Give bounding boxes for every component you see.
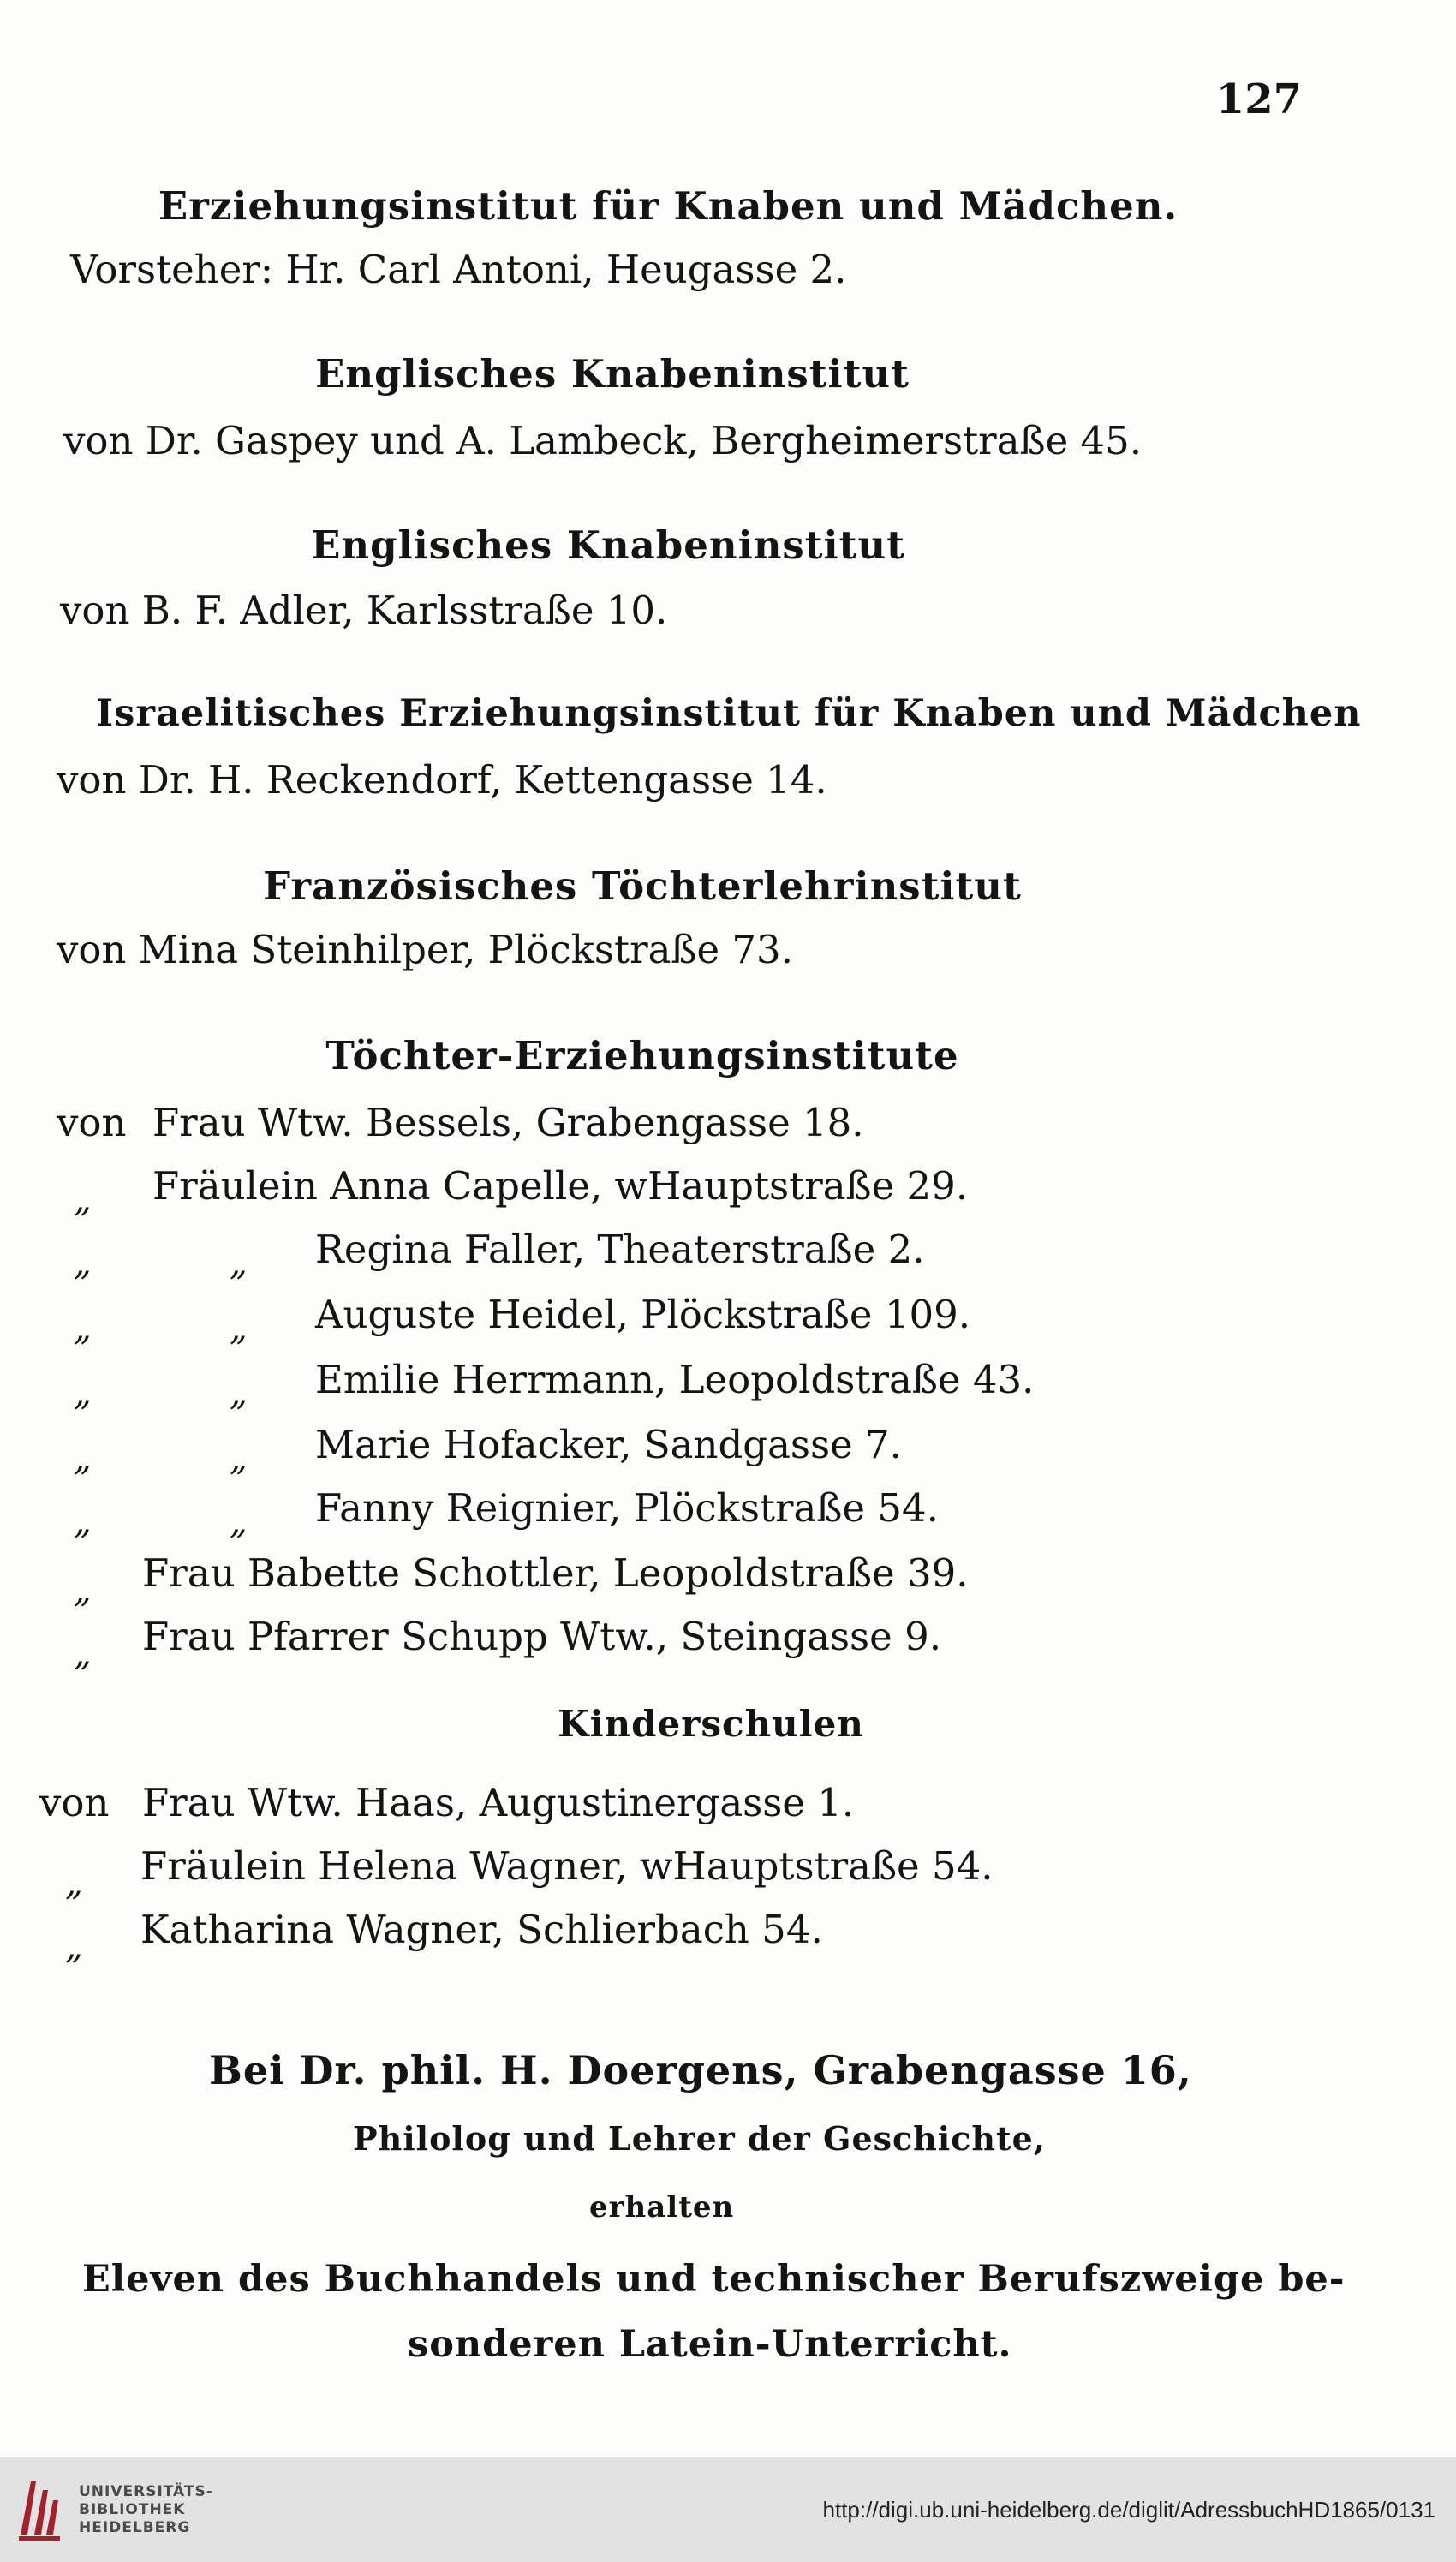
library-logo-text: [79, 2483, 213, 2537]
list-item: Regina Faller, Theaterstraße 2.: [315, 1227, 925, 1272]
section-heading: Englisches Knabeninstitut: [311, 523, 905, 568]
ditto-mark: „: [65, 1927, 83, 1967]
ditto-mark: „: [74, 1634, 92, 1674]
logo-line: UNIVERSITÄTS-: [79, 2483, 213, 2500]
ad-line: sonderen Latein-Unterricht.: [408, 2323, 1012, 2366]
university-seal-icon: [15, 2475, 63, 2543]
section-heading: Kinderschulen: [558, 1703, 864, 1745]
ditto-mark: „: [230, 1439, 248, 1478]
ditto-mark: „: [74, 1571, 92, 1610]
list-item: Katharina Wagner, Schlierbach 54.: [140, 1907, 823, 1952]
list-item: Fräulein Helena Wagner, wHauptstraße 54.: [140, 1843, 994, 1889]
ditto-mark: „: [230, 1309, 248, 1348]
von-label: von: [57, 1100, 127, 1145]
list-item: Fräulein Anna Capelle, wHauptstraße 29.: [152, 1163, 969, 1209]
ditto-mark: „: [74, 1180, 92, 1220]
ditto-mark: „: [230, 1374, 248, 1413]
logo-line: BIBLIOTHEK: [79, 2501, 186, 2518]
entry-line: von B. F. Adler, Karlsstraße 10.: [60, 588, 668, 633]
list-item: Auguste Heidel, Plöckstraße 109.: [315, 1292, 971, 1337]
section-heading: Französisches Töchterlehrinstitut: [263, 863, 1022, 909]
section-heading: Englisches Knabeninstitut: [315, 351, 910, 397]
source-url[interactable]: http://digi.ub.uni-heidelberg.de/diglit/AdressbuchHD1865/0131: [822, 2497, 1435, 2523]
ad-line: Philolog und Lehrer der Geschichte,: [353, 2119, 1046, 2158]
ditto-mark: „: [74, 1244, 92, 1283]
list-item: Frau Pfarrer Schupp Wtw., Steingasse 9.: [142, 1614, 942, 1659]
list-item: Fanny Reignier, Plöckstraße 54.: [315, 1485, 939, 1531]
section-heading: Israelitisches Erziehungsinstitut für Knaben und Mädchen: [96, 692, 1362, 735]
list-item: Emilie Herrmann, Leopoldstraße 43.: [315, 1357, 1035, 1402]
ditto-mark: „: [230, 1502, 248, 1542]
von-label: von: [39, 1780, 110, 1825]
ditto-mark: „: [65, 1864, 83, 1903]
ad-line: Eleven des Buchhandels und technischer Berufszweige be-: [82, 2258, 1346, 2301]
ditto-mark: „: [74, 1439, 92, 1478]
section-heading: Erziehungsinstitut für Knaben und Mädchen.: [158, 183, 1179, 229]
footer-bar: [0, 2457, 1456, 2562]
logo-line: HEIDELBERG: [79, 2519, 191, 2536]
ad-line: Bei Dr. phil. H. Doergens, Grabengasse 16,: [209, 2047, 1192, 2093]
ad-line: erhalten: [589, 2190, 735, 2225]
list-item: Frau Babette Schottler, Leopoldstraße 39.: [142, 1550, 969, 1596]
list-item: Marie Hofacker, Sandgasse 7.: [315, 1422, 902, 1467]
section-heading: Töchter-Erziehungsinstitute: [325, 1033, 959, 1078]
entry-line: Vorsteher: Hr. Carl Antoni, Heugasse 2.: [70, 247, 847, 292]
list-item: Frau Wtw. Bessels, Grabengasse 18.: [152, 1100, 864, 1145]
entry-line: von Dr. Gaspey und A. Lambeck, Bergheimerstraße 45.: [63, 418, 1143, 463]
list-item: Frau Wtw. Haas, Augustinergasse 1.: [142, 1780, 855, 1825]
ditto-mark: „: [74, 1309, 92, 1348]
page-number: 127: [1215, 75, 1302, 123]
entry-line: von Mina Steinhilper, Plöckstraße 73.: [57, 927, 793, 972]
ditto-mark: „: [230, 1244, 248, 1283]
entry-line: von Dr. H. Reckendorf, Kettengasse 14.: [57, 757, 827, 803]
ditto-mark: „: [74, 1502, 92, 1542]
ditto-mark: „: [74, 1374, 92, 1413]
